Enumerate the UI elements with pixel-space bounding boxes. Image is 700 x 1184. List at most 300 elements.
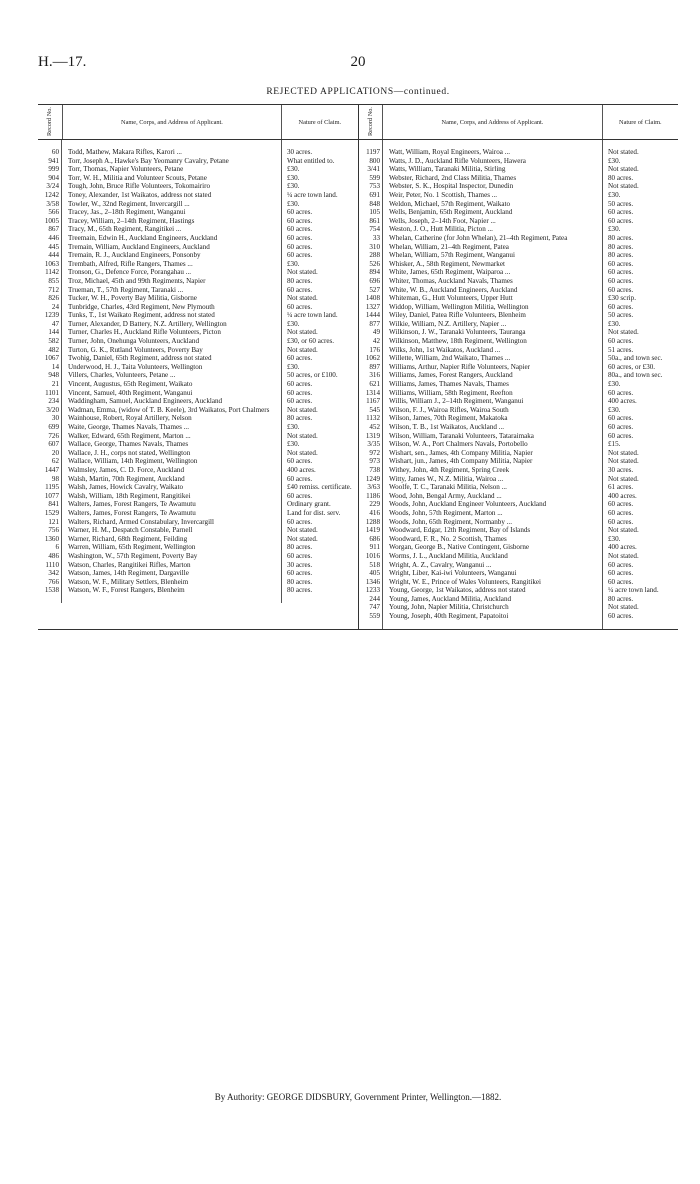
record-number: 1195	[45, 483, 59, 492]
record-number: 800	[369, 156, 380, 165]
applicant: Williams, James, Forest Rangers, Auckland	[389, 371, 513, 380]
claim: Not stated.	[287, 448, 318, 457]
col-claim-2: Nature of Claim.	[619, 118, 662, 126]
record-number: 526	[369, 259, 380, 268]
record-number: 3/35	[367, 440, 380, 449]
table-row	[38, 251, 358, 260]
table-row	[38, 586, 358, 595]
claim: 60 acres.	[287, 517, 313, 526]
table-row	[359, 492, 679, 501]
table-row	[38, 328, 358, 337]
table-row	[359, 406, 679, 415]
record-number: 14	[51, 362, 59, 371]
claim: £40 remiss. certificate.	[287, 483, 352, 492]
claim: 60 acres.	[287, 457, 313, 466]
record-number: 3/41	[367, 165, 380, 174]
record-number: 766	[48, 577, 59, 586]
table-row	[38, 286, 358, 295]
claim: £30.	[287, 173, 300, 182]
claim: 60 acres.	[287, 216, 313, 225]
claim: ¼ acre town land.	[608, 586, 659, 595]
record-number: 452	[369, 423, 380, 431]
record-number: 47	[51, 319, 59, 328]
claim: £30.	[287, 259, 300, 268]
claim: 80 acres.	[608, 594, 634, 603]
claim: 50a., and town sec.	[608, 354, 663, 363]
claim: £30.	[287, 362, 300, 371]
table-row	[359, 449, 679, 458]
table-row	[38, 535, 358, 544]
record-number: 1288	[365, 517, 380, 526]
record-number: 3/24	[46, 182, 59, 191]
record-number: 121	[48, 517, 59, 526]
applicant: Turner, John, Onehunga Volunteers, Auckland	[68, 337, 200, 346]
claim: Not stated.	[287, 294, 318, 303]
table-row	[38, 346, 358, 355]
claim: 80 acres.	[287, 586, 313, 595]
col-record-no-2: Record No.	[359, 105, 384, 139]
record-number: 62	[51, 457, 59, 466]
claim: 60 acres.	[287, 551, 313, 560]
record-number: 288	[369, 251, 380, 260]
record-number: 999	[48, 165, 59, 174]
page-header	[38, 54, 678, 74]
record-number: 1242	[44, 190, 59, 199]
applicant: Wood, John, Bengal Army, Auckland ...	[389, 491, 502, 500]
record-number: 948	[48, 371, 59, 380]
claim: £30.	[287, 165, 300, 174]
table-row	[359, 500, 679, 509]
applicant: Turton, G. K., Rutland Volunteers, Poverty Bay	[68, 345, 203, 354]
applicant: Underwood, H. J., Taita Volunteers, Wellington	[68, 362, 203, 371]
record-number: 527	[369, 285, 380, 294]
applicant: Wishart, jun., James, 4th Company Militia, Napier	[389, 457, 533, 466]
table-row	[359, 561, 679, 570]
claim: £30.	[608, 156, 621, 165]
table-row	[359, 234, 679, 243]
applicant: Williams, Arthur, Napier Rifle Volunteers, Napier	[389, 362, 531, 371]
record-number: 229	[369, 500, 380, 509]
applicant: Villers, Charles, Volunteers, Petane ...	[68, 371, 176, 380]
table-row	[359, 165, 679, 174]
claim: £30, or 60 acres.	[287, 337, 335, 346]
table-row	[359, 200, 679, 209]
record-number: 691	[369, 190, 380, 199]
claim: £30.	[608, 405, 621, 414]
record-number: 1249	[365, 474, 380, 483]
applicant: Walters, James, Forest Rangers, Te Awamutu	[68, 508, 196, 517]
table-row	[359, 414, 679, 423]
applicant: Withey, John, 4th Regiment, Spring Creek	[389, 465, 510, 474]
table-row	[359, 260, 679, 269]
claim: 60 acres.	[287, 388, 313, 397]
record-number: 1132	[366, 414, 380, 423]
claim: Not stated.	[608, 165, 639, 174]
claim: 60 acres.	[287, 491, 313, 500]
table-row	[359, 363, 679, 372]
applicant: Wiley, Daniel, Patea Rifle Volunteers, Blenheim	[389, 311, 526, 320]
table-row	[38, 423, 358, 432]
table-row	[359, 174, 679, 183]
applicant: Wells, Joseph, 2–14th Foot, Napier ...	[389, 216, 496, 225]
record-number: 747	[369, 603, 380, 612]
record-number: 855	[48, 276, 59, 285]
record-number: 559	[369, 612, 380, 621]
applicant: Whelan, William, 21–4th Regiment, Patea	[389, 242, 509, 251]
applicant: Trueman, T., 57th Regiment, Taranaki ...	[68, 285, 184, 294]
record-number: 1005	[44, 216, 59, 225]
record-number: 98	[51, 474, 59, 483]
applicant: Troz, Michael, 45th and 99th Regiments, Napier	[68, 276, 206, 285]
applicant: Woolfe, T. C., Taranaki Militia, Nelson ...	[389, 483, 507, 492]
record-number: 105	[369, 208, 380, 217]
claim: 60 acres.	[608, 285, 634, 294]
claim: 50 acres.	[608, 199, 634, 208]
record-number: 826	[48, 294, 59, 303]
table-row	[38, 277, 358, 286]
table-row	[359, 457, 679, 466]
applicant: Woodward, F. R., No. 2 Scottish, Thames	[389, 534, 507, 543]
applicant: Wilson, F. J., Wairoa Rifles, Wairoa South	[389, 405, 509, 414]
table-row	[38, 543, 358, 552]
claim: 60 acres.	[608, 268, 634, 277]
record-number: 486	[48, 551, 59, 560]
record-number: 1016	[365, 551, 380, 560]
record-number: 841	[48, 500, 59, 509]
record-number: 176	[369, 345, 380, 354]
applicant: Wallace, George, Thames Navals, Thames	[68, 440, 189, 449]
applicant: Young, John, Napier Militia, Christchurch	[389, 603, 509, 612]
claim: 30 acres.	[287, 560, 313, 569]
table-row	[38, 518, 358, 527]
applicant: Wallace, J. H., corps not stated, Wellington	[68, 448, 191, 457]
claim: 60 acres.	[608, 517, 634, 526]
applicant: Todd, Mathew, Makara Rifles, Karori ...	[68, 148, 182, 156]
table-row	[359, 294, 679, 303]
applicant: Wishart, sen., James, 4th Company Militia, Napier	[389, 448, 533, 457]
record-number: 33	[372, 233, 380, 242]
applicant: Worms, J. L., Auckland Militia, Auckland	[389, 551, 508, 560]
record-number: 1360	[44, 534, 59, 543]
applicant: Wright, Liber, Kai-iwi Volunteers, Wanganui	[389, 569, 517, 578]
table-row	[359, 535, 679, 544]
claim: 60 acres.	[608, 423, 634, 431]
record-number: 1346	[365, 577, 380, 586]
right-rows	[359, 140, 679, 629]
claim: 60 acres.	[608, 337, 634, 346]
record-number: 49	[372, 328, 380, 337]
claim: 60 acres.	[287, 397, 313, 406]
applicant: Vincent, Augustus, 65th Regiment, Waikato	[68, 380, 193, 389]
applicant: Walker, Edward, 65th Regiment, Marton ...	[68, 431, 191, 440]
applicant: Treemain, Edwin H., Auckland Engineers, Auckland	[68, 233, 218, 242]
applicant: Weldon, Michael, 57th Regiment, Waikato	[389, 199, 511, 208]
applicant: Tracy, M., 65th Regiment, Rangitikei ...	[68, 225, 182, 234]
record-number: 848	[369, 199, 380, 208]
table-row	[359, 586, 679, 595]
claim: Not stated.	[287, 431, 318, 440]
record-number: 316	[369, 371, 380, 380]
record-number: 867	[48, 225, 59, 234]
record-number: 446	[48, 233, 59, 242]
claim: 60 acres.	[608, 577, 634, 586]
applicant: Whisker, A., 58th Regiment, Newmarket	[389, 259, 505, 268]
applicant: Whiteman, G., Hutt Volunteers, Upper Hutt	[389, 294, 513, 303]
record-number: 566	[48, 208, 59, 217]
table-row	[359, 440, 679, 449]
applicant: Widdop, William, Wellington Militia, Wellington	[389, 302, 529, 311]
claim: 60 acres.	[608, 276, 634, 285]
table-row	[38, 191, 358, 200]
table-row	[359, 191, 679, 200]
applicant: Webster, S. K., Hospital Inspector, Dunedin	[389, 182, 514, 191]
section-title: REJECTED APPLICATIONS—continued.	[266, 87, 450, 97]
applicant: Warner, Richard, 68th Regiment, Feilding	[68, 534, 188, 543]
applicant: Wright, W. E., Prince of Wales Volunteers, Rangitikei	[389, 577, 542, 586]
applicant: Wilson, W. A., Port Chalmers Navals, Portobello	[389, 440, 528, 449]
claim: 80 acres.	[287, 276, 313, 285]
claim: 60 acres.	[287, 302, 313, 311]
applicant: Watts, J. D., Auckland Rifle Volunteers, Hawera	[389, 156, 526, 165]
applicant: Wainhouse, Robert, Royal Artillery, Nelson	[68, 414, 192, 423]
record-number: 894	[369, 268, 380, 277]
claim: 80 acres.	[608, 173, 634, 182]
page-number: 20	[350, 54, 366, 70]
table-row	[38, 320, 358, 329]
claim: Not stated.	[287, 534, 318, 543]
table-header	[38, 105, 678, 140]
claim: Not stated.	[608, 182, 639, 191]
claim: Not stated.	[287, 328, 318, 337]
applicant: Young, George, 1st Waikatos, address not stated	[389, 586, 526, 595]
applicant: White, W. B., Auckland Engineers, Auckland	[389, 285, 518, 294]
record-number: 754	[369, 225, 380, 234]
record-number: 699	[48, 423, 59, 431]
record-number: 686	[369, 534, 380, 543]
claim: Not stated.	[608, 474, 639, 483]
claim: Not stated.	[287, 405, 318, 414]
table-row	[359, 466, 679, 475]
table-row	[38, 466, 358, 475]
claim: 60 acres.	[608, 560, 634, 569]
table-row	[359, 320, 679, 329]
table-row	[38, 414, 358, 423]
applicant: Watson, W. F., Military Settlers, Blenheim	[68, 577, 189, 586]
record-number: 1538	[44, 586, 59, 595]
table-row	[359, 397, 679, 406]
claim: 60 acres.	[287, 242, 313, 251]
record-number: 310	[369, 242, 380, 251]
left-rows	[38, 140, 358, 603]
applicant: Willette, William, 2nd Waikato, Thames ...	[389, 354, 511, 363]
applicant: Tracey, Jas., 2–18th Regiment, Wanganui	[68, 208, 186, 217]
table-row	[38, 432, 358, 441]
applicant: Woods, John, Auckland Engineer Volunteers, Auckland	[389, 500, 547, 509]
record-number: 738	[369, 465, 380, 474]
applicant: Walters, James, Forest Rangers, Te Awamutu	[68, 500, 196, 509]
table-row	[359, 389, 679, 398]
applicant: Williams, James, Thames Navals, Thames	[389, 380, 509, 389]
claim: 60 acres.	[287, 354, 313, 363]
claim: 50 acres, or £100.	[287, 371, 338, 380]
record-number: 342	[48, 569, 59, 578]
table-row	[38, 294, 358, 303]
record-number: 1419	[365, 526, 380, 535]
table-row	[38, 311, 358, 320]
record-number: 1067	[44, 354, 59, 363]
table-row	[38, 483, 358, 492]
claim: 60 acres.	[287, 569, 313, 578]
table-row	[359, 268, 679, 277]
claim: 80 acres.	[287, 414, 313, 423]
claim: Not stated.	[608, 603, 639, 612]
record-number: 20	[51, 448, 59, 457]
claim: 60 acres.	[608, 508, 634, 517]
claim: 60 acres.	[608, 259, 634, 268]
claim: Not stated.	[608, 457, 639, 466]
table-row	[38, 363, 358, 372]
record-number: 482	[48, 345, 59, 354]
applicant: Tronson, G., Defence Force, Porangahau ...	[68, 268, 192, 277]
table-row	[38, 475, 358, 484]
left-column	[38, 140, 359, 629]
claim: Ordinary grant.	[287, 500, 331, 509]
applicant: Tremain, William, Auckland Engineers, Auckland	[68, 242, 210, 251]
record-number: 607	[48, 440, 59, 449]
claim: 60 acres.	[608, 569, 634, 578]
table-row	[359, 483, 679, 492]
table-row	[359, 380, 679, 389]
claim: 400 acres.	[287, 465, 316, 474]
applicant: Wilkinson, J. W., Taranaki Volunteers, Tauranga	[389, 328, 526, 337]
applicant: Watts, William, Taranaki Militia, Stirling	[389, 165, 506, 174]
applicant: Walsh, James, Howick Cavalry, Waikato	[68, 483, 184, 492]
applicant: Torr, W. H., Militia and Volunteer Scouts, Petane	[68, 173, 207, 182]
table-row	[38, 397, 358, 406]
applicant: Turner, Charles H., Auckland Rifle Volunteers, Picton	[68, 328, 221, 337]
applicant: Tremain, R. J., Auckland Engineers, Ponsonby	[68, 251, 201, 260]
record-number: 6	[55, 543, 59, 552]
table-row	[38, 492, 358, 501]
claim: £30.	[287, 319, 300, 328]
table-row	[38, 406, 358, 415]
claim: 60 acres.	[608, 216, 634, 225]
claim: £30.	[608, 534, 621, 543]
record-number: 1110	[45, 560, 59, 569]
table-row	[38, 380, 358, 389]
record-number: 1101	[45, 388, 59, 397]
table-row	[359, 346, 679, 355]
record-number: 444	[48, 251, 59, 260]
applicant: Tucker, W. H., Poverty Bay Militia, Gisborne	[68, 294, 197, 303]
record-number: 1327	[365, 302, 380, 311]
table-row	[359, 157, 679, 166]
applicant: Watson, James, 14th Regiment, Dargaville	[68, 569, 189, 578]
record-number: 1408	[365, 294, 380, 303]
claim: £30.	[608, 225, 621, 234]
table-row	[38, 148, 358, 157]
applicant: Toney, Alexander, 1st Waikatos, address not stated	[68, 190, 212, 199]
claim: £30.	[287, 182, 300, 191]
applicant: Woods, John, 65th Regiment, Normanby ...	[389, 517, 512, 526]
record-number: 696	[369, 276, 380, 285]
applicant: Young, James, Auckland Militia, Auckland	[389, 594, 512, 603]
record-number: 1314	[365, 388, 380, 397]
record-number: 518	[369, 560, 380, 569]
table-row	[359, 569, 679, 578]
record-number: 1186	[366, 491, 380, 500]
claim: 61 acres.	[608, 483, 634, 492]
table-row	[359, 603, 679, 612]
applicant: Tracey, William, 2–14th Regiment, Hastings	[68, 216, 195, 225]
claim: £30.	[287, 423, 300, 431]
record-number: 30	[51, 414, 59, 423]
claim: 400 acres.	[608, 491, 637, 500]
record-number: 726	[48, 431, 59, 440]
record-number: 599	[369, 173, 380, 182]
applicant: Watson, Charles, Rangitikei Rifles, Marton	[68, 560, 191, 569]
applicant: Waite, George, Thames Navals, Thames ...	[68, 423, 189, 431]
claim: 80 acres.	[608, 233, 634, 242]
record-number: 861	[369, 216, 380, 225]
applicant: Woodward, Edgar, 12th Regiment, Bay of Islands	[389, 526, 531, 535]
applicant: Tough, John, Bruce Rifle Volunteers, Tokomairiro	[68, 182, 211, 191]
record-number: 234	[48, 397, 59, 406]
table-row	[38, 200, 358, 209]
table-row	[38, 354, 358, 363]
claim: 50 acres.	[608, 311, 634, 320]
claim: Land for dist. serv.	[287, 508, 341, 517]
claim: Not stated.	[608, 448, 639, 457]
table-row	[359, 552, 679, 561]
record-number: 1233	[365, 586, 380, 595]
applicant: Warren, William, 65th Regiment, Wellington	[68, 543, 196, 552]
col-record-no: Record No.	[38, 105, 63, 139]
applicant: Whiter, Thomas, Auckland Navals, Thames	[389, 276, 513, 285]
record-number: 1062	[365, 354, 380, 363]
col-name-2: Name, Corps, and Address of Applicant.	[383, 105, 602, 139]
record-number: 911	[369, 543, 380, 552]
applicant: Webster, Richard, 2nd Class Militia, Thames	[389, 173, 517, 182]
table-row	[359, 354, 679, 363]
claim: 60 acres.	[608, 302, 634, 311]
claim: Not stated.	[608, 551, 639, 560]
applicant: Willis, William J., 2–14th Regiment, Wanganui	[389, 397, 524, 406]
record-number: 3/63	[367, 483, 380, 492]
table-row	[359, 543, 679, 552]
table-row	[359, 595, 679, 604]
table-row	[38, 303, 358, 312]
applicant: Tunbridge, Charles, 43rd Regiment, New Plymouth	[68, 302, 215, 311]
claim: 60 acres.	[287, 208, 313, 217]
record-number: 1142	[45, 268, 59, 277]
table-row	[38, 561, 358, 570]
applicant: Tunks, T., 1st Waikato Regiment, address not stated	[68, 311, 215, 320]
record-number: 21	[51, 380, 59, 389]
table-row	[359, 251, 679, 260]
table-row	[38, 449, 358, 458]
applicant: Washington, W., 57th Regiment, Poverty Bay	[68, 551, 198, 560]
table-row	[359, 612, 679, 621]
applicant: Witty, James W., N.Z. Militia, Wairoa ...	[389, 474, 504, 483]
table-row	[359, 423, 679, 432]
applicant: Whelan, William, 57th Regiment, Wanganui	[389, 251, 515, 260]
applicant: Wilks, John, 1st Waikatos, Auckland ...	[389, 345, 501, 354]
table-row	[38, 165, 358, 174]
claim: 80 acres.	[608, 251, 634, 260]
record-number: 42	[372, 337, 380, 346]
record-number: 712	[48, 285, 59, 294]
